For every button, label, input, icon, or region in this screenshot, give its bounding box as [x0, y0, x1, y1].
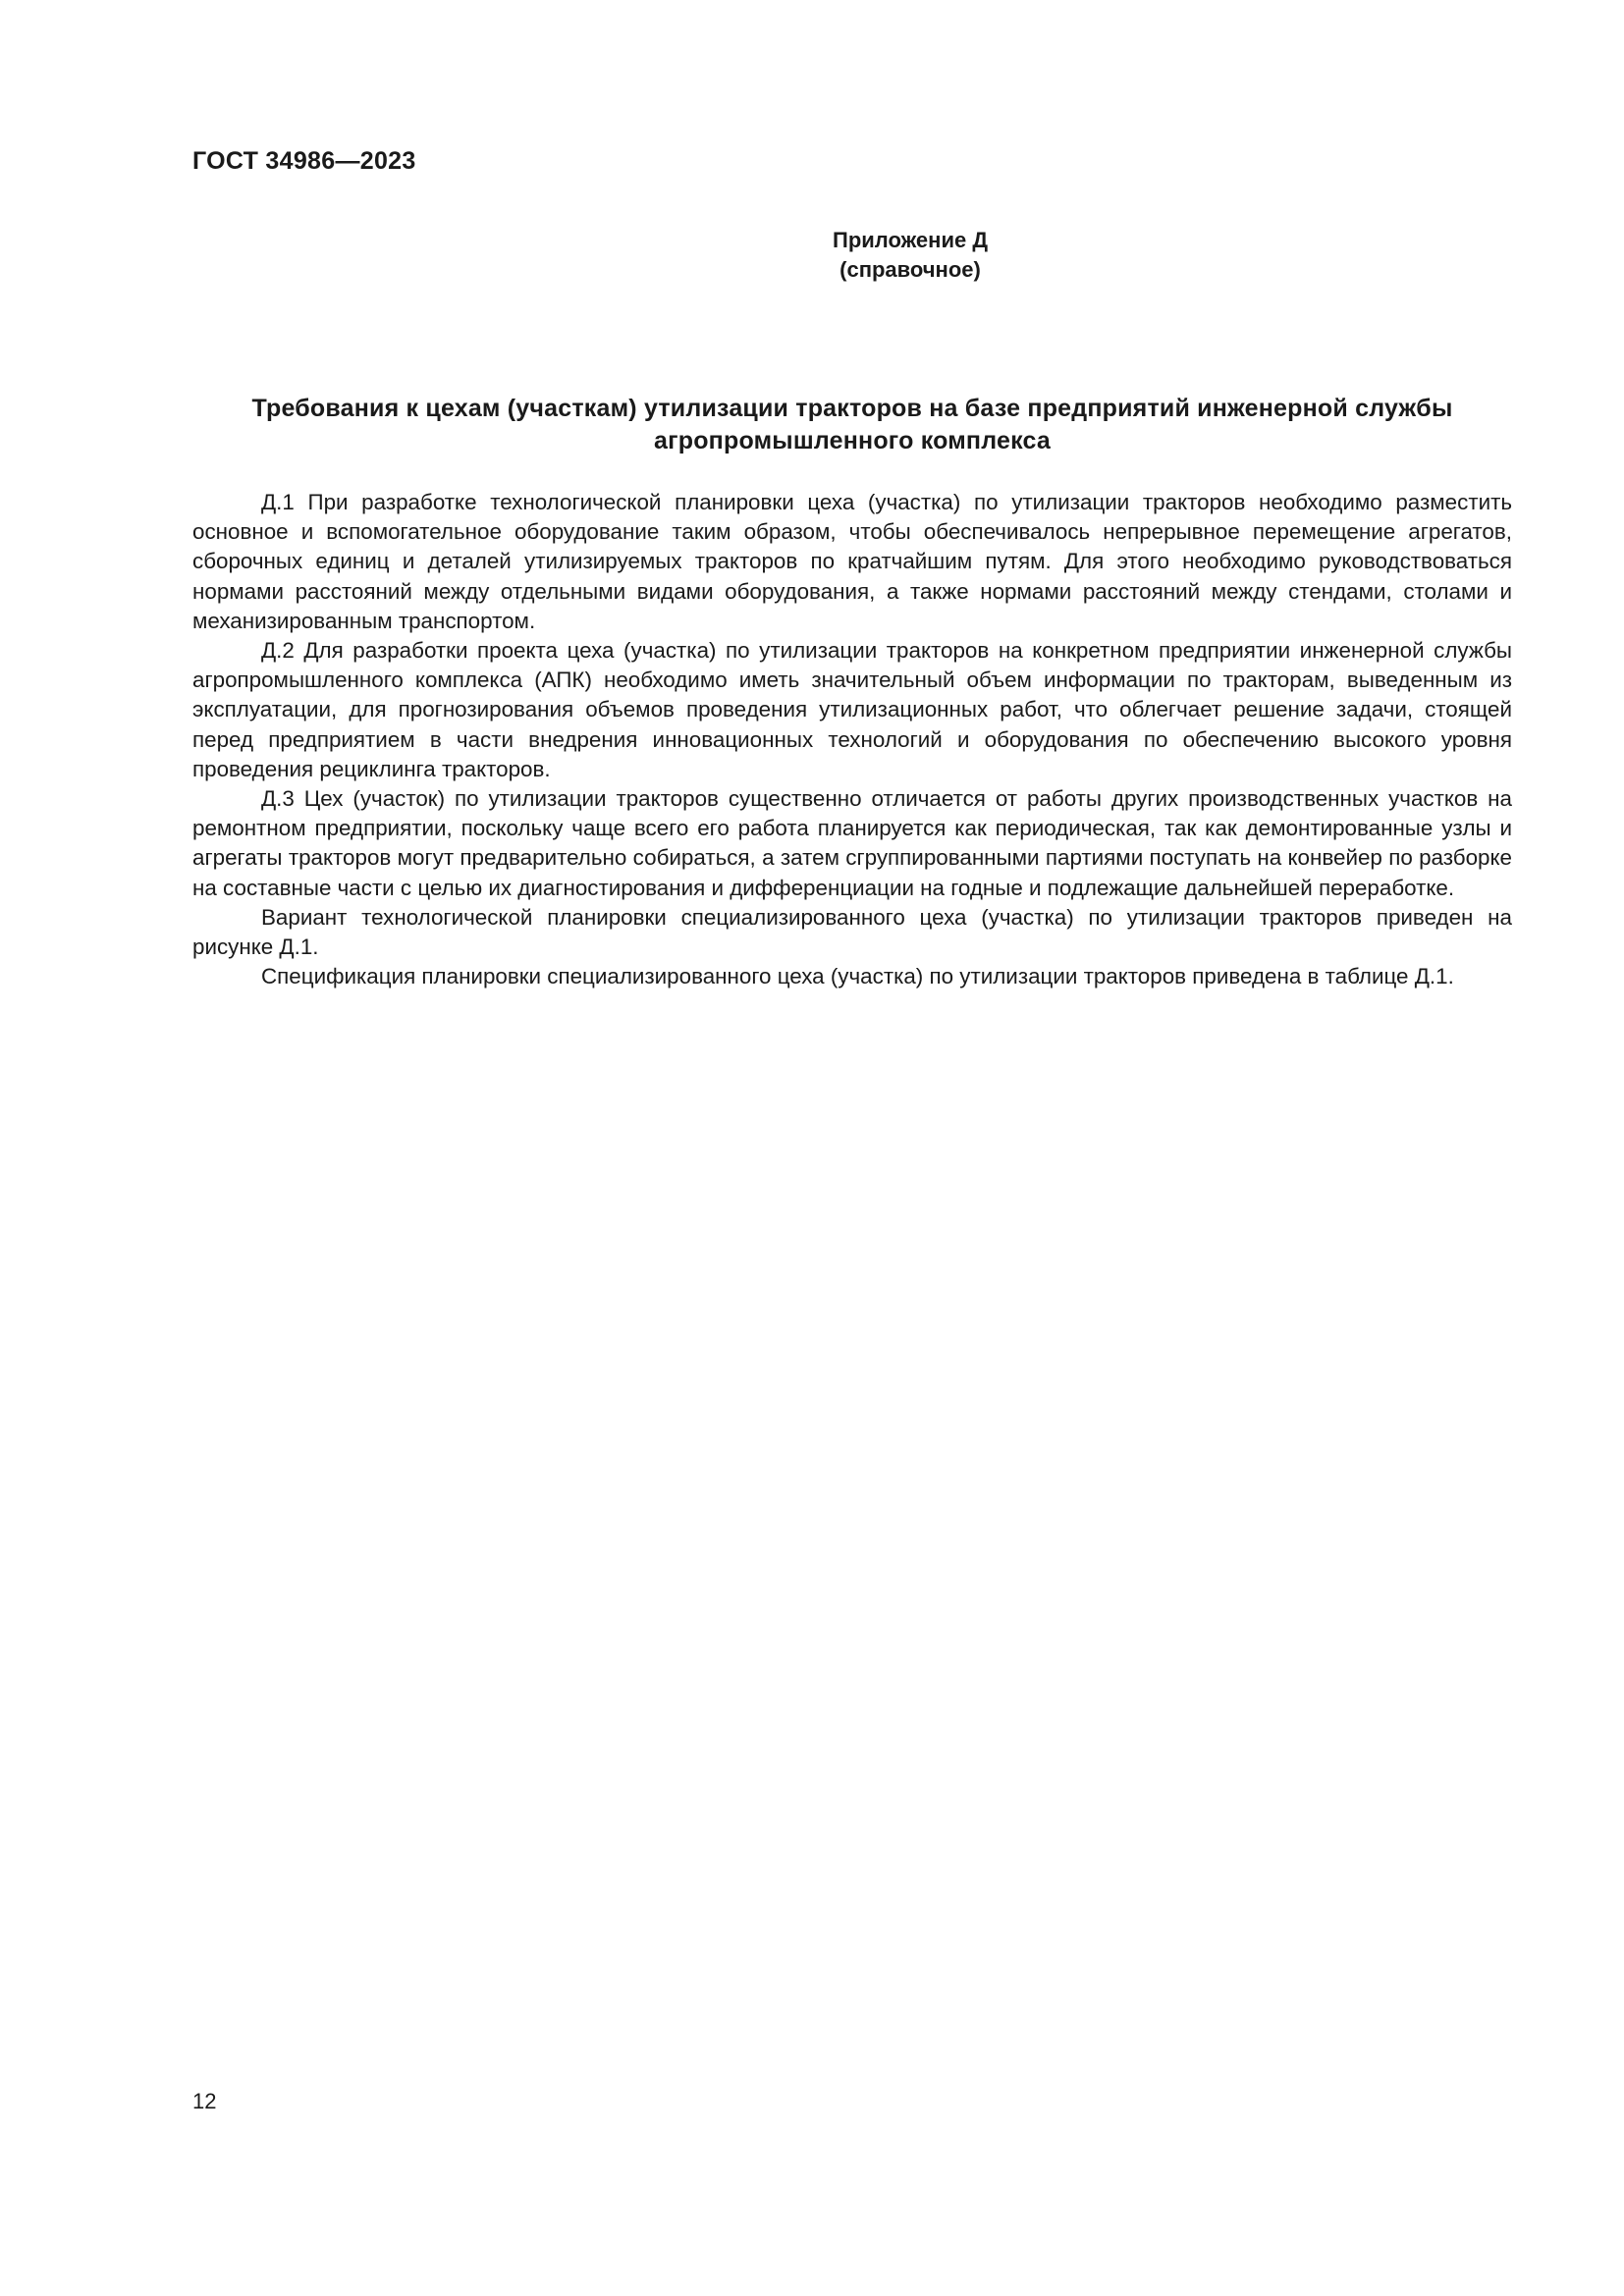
paragraph-table-ref: Спецификация планировки специализированного цеха (участка) по утилизации тракторов приведена в таблице Д.1. [261, 964, 1454, 989]
paragraph-d2: Д.2 Для разработки проекта цеха (участка) по утилизации тракторов на конкретном предприятии инженерной службы агропромышленного комплекса (АПК) необходимо иметь значительный объем информации по тракторам, выведенным из эксплуатации, для прогнозирования объемов проведения утилизационных работ, что облегчает решение задачи, стоящей перед предприятием в части внедрения инновационных технологий и оборудования по обеспечению высокого уровня проведения рециклинга тракторов. [192, 638, 1512, 781]
section-title-line-1: Требования к цехам (участкам) утилизации тракторов на базе предприятий инженерной службы [251, 395, 1453, 422]
section-title [192, 393, 1512, 457]
appendix-heading [0, 226, 1624, 285]
paragraph-d1: Д.1 При разработке технологической планировки цеха (участка) по утилизации тракторов необходимо разместить основное и вспомогательное оборудование таким образом, чтобы обеспечивалось непрерывное перемещение агрегатов, сборочных единиц и деталей утилизируемых тракторов по кратчайшим путям. Для этого необходимо руководствоваться нормами расстояний между отдельными видами оборудования, а также нормами расстояний между стендами, столами и механизированным транспортом. [192, 490, 1512, 633]
document-code: ГОСТ 34986—2023 [192, 147, 416, 175]
appendix-label: Приложение Д [833, 228, 988, 252]
section-title-line-2: агропромышленного комплекса [654, 427, 1051, 454]
paragraph-figure-ref: Вариант технологической планировки специализированного цеха (участка) по утилизации тракторов приведен на рисунке Д.1. [192, 904, 1512, 960]
paragraph-d3: Д.3 Цех (участок) по утилизации тракторов существенно отличается от работы других производственных участков на ремонтном предприятии, поскольку чаще всего его работа планируется как периодическая, так как демонтированные узлы и агрегаты тракторов могут предварительно собираться, а затем сгруппированными партиями поступать на конвейер по разборке на составные части с целью их диагностирования и дифференциации на годные и подлежащие дальнейшей переработке. [192, 786, 1512, 900]
page-number: 12 [192, 2089, 217, 2113]
appendix-type: (справочное) [839, 257, 981, 282]
body-text [192, 488, 1512, 991]
